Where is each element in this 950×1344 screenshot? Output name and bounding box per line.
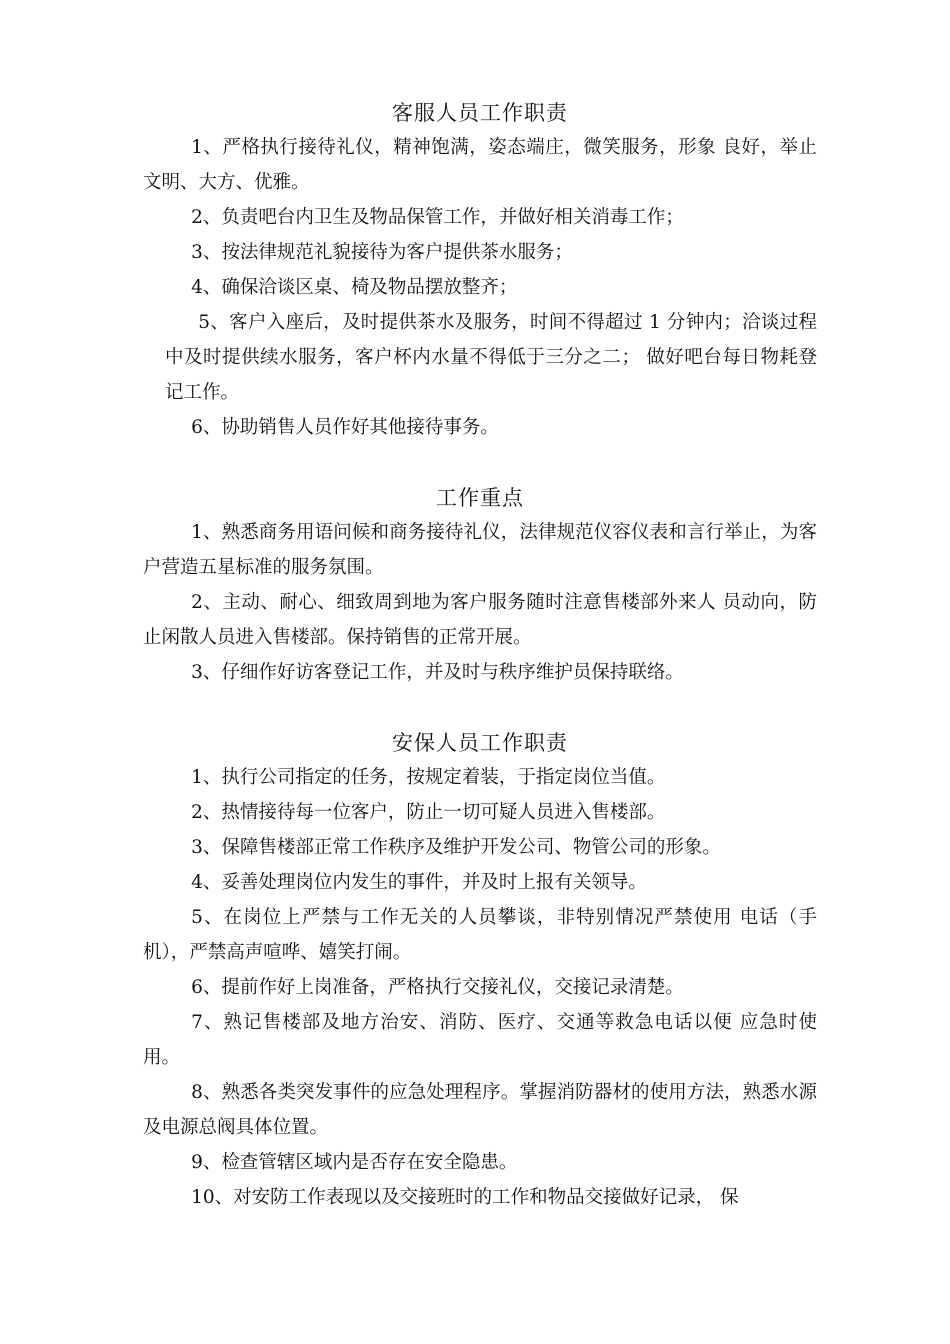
list-item: 5、在岗位上严禁与工作无关的人员攀谈，非特别情况严禁使用 电话（手机），严禁高声喧哗、嬉笑打闹。 xyxy=(143,907,817,963)
section-work-focus xyxy=(143,481,817,690)
list-item: 1、熟悉商务用语问候和商务接待礼仪，法律规范仪容仪表和言行举止，为客户营造五星标准的服务氛围。 xyxy=(143,522,817,578)
list-item: 10、对安防工作表现以及交接班时的工作和物品交接做好记录， 保 xyxy=(191,1187,739,1208)
section-customer-service-duties xyxy=(143,96,817,445)
list-item: 4、确保洽谈区桌、椅及物品摆放整齐； xyxy=(191,277,518,298)
section-title: 工作重点 xyxy=(436,486,524,510)
section-security-duties xyxy=(143,726,817,1215)
list-item: 2、负责吧台内卫生及物品保管工作，并做好相关消毒工作； xyxy=(191,207,684,228)
list-item: 1、执行公司指定的任务，按规定着装，于指定岗位当值。 xyxy=(191,767,666,788)
list-item: 1、严格执行接待礼仪，精神饱满，姿态端庄，微笑服务，形象 良好，举止文明、大方、优雅。 xyxy=(143,137,817,193)
list-item: 3、按法律规范礼貌接待为客户提供茶水服务； xyxy=(191,242,573,263)
list-item: 2、热情接待每一位客户，防止一切可疑人员进入售楼部。 xyxy=(191,802,666,823)
section-title: 安保人员工作职责 xyxy=(392,731,568,755)
list-item: 9、检查管辖区域内是否存在安全隐患。 xyxy=(191,1152,518,1173)
list-item: 8、熟悉各类突发事件的应急处理程序。掌握消防器材的使用方法，熟悉水源及电源总阀具体位置。 xyxy=(143,1082,817,1138)
list-item: 6、提前作好上岗准备，严格执行交接礼仪，交接记录清楚。 xyxy=(191,977,684,998)
list-item: 6、协助销售人员作好其他接待事务。 xyxy=(191,417,499,438)
list-item: 2、主动、耐心、细致周到地为客户服务随时注意售楼部外来人 员动向，防止闲散人员进入售楼部。保持销售的正常开展。 xyxy=(143,592,817,648)
document-page xyxy=(143,96,817,1215)
list-item: 3、保障售楼部正常工作秩序及维护开发公司、物管公司的形象。 xyxy=(191,837,721,858)
section-title: 客服人员工作职责 xyxy=(392,101,568,125)
list-item: 3、仔细作好访客登记工作，并及时与秩序维护员保持联络。 xyxy=(191,662,684,683)
list-item: 5、客户入座后，及时提供茶水及服务，时间不得超过 1 分钟内；洽谈过程中及时提供续水服务，客户杯内水量不得低于三分之二； 做好吧台每日物耗登记工作。 xyxy=(165,312,817,403)
list-item: 7、熟记售楼部及地方治安、消防、医疗、交通等救急电话以便 应急时使用。 xyxy=(143,1012,817,1068)
list-item: 4、妥善处理岗位内发生的事件，并及时上报有关领导。 xyxy=(191,872,647,893)
